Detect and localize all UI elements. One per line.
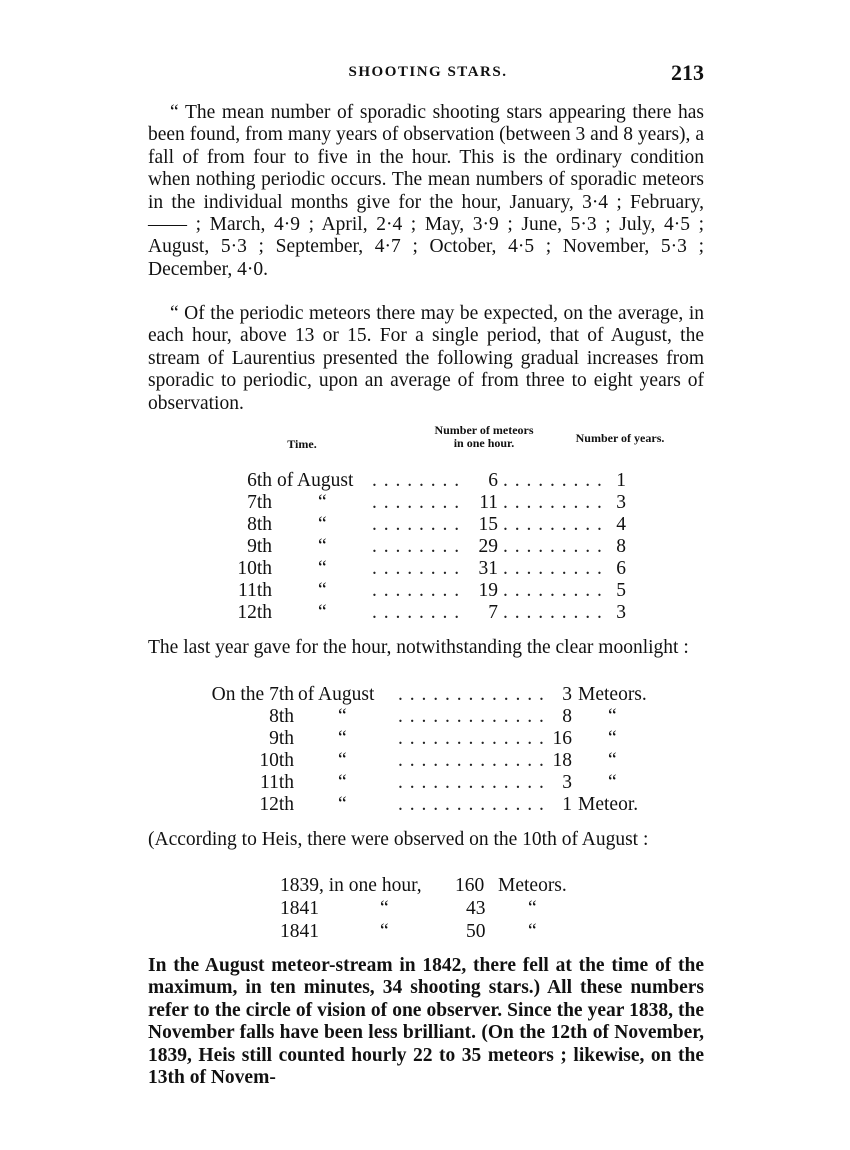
meteor-count: 160 [455,875,485,896]
unit-label: Meteor. [578,794,639,815]
table1-header-meteors: Number of meteors in one hour. [434,423,534,450]
years-count: 3 [616,492,626,513]
page-number: 213 [671,60,704,85]
table1-header-years: Number of years. [575,431,665,445]
years-count: 5 [616,580,626,601]
table2-row [0,728,850,750]
table1-row [0,602,850,624]
dot-leader: . . . . . . . . . [503,580,603,601]
ditto-mark: “ [608,772,617,793]
day-label: 10th [237,558,272,579]
dot-leader: . . . . . . . . . [503,492,603,513]
dot-leader: . . . . . . . . [372,602,461,623]
running-title: SHOOTING STARS. [348,64,508,80]
table2-row [0,750,850,772]
meteor-count: 18 [552,750,572,771]
years-count: 1 [616,470,626,491]
day-label: 6th [247,470,272,491]
paragraph-last-year: The last year gave for the hour, notwithstanding the clear moonlight : [148,637,689,658]
meteor-count: 16 [552,728,572,749]
year-label: 1841 [280,898,319,919]
meteor-count: 29 [478,536,498,557]
table1-row [0,470,850,492]
meteor-count: 3 [562,772,572,793]
dot-leader: . . . . . . . . . . . . . [398,706,545,727]
dot-leader: . . . . . . . . . . . . . [398,772,545,793]
day-label: 8th [247,514,272,535]
ditto-mark: “ [318,492,327,513]
dot-leader: . . . . . . . . [372,514,461,535]
ditto-mark: “ [338,750,347,771]
meteor-count: 50 [466,921,486,942]
day-label: 8th [269,706,294,727]
years-count: 8 [616,536,626,557]
dot-leader: . . . . . . . . [372,558,461,579]
dot-leader: . . . . . . . . . . . . . [398,794,545,815]
ditto-mark: “ [528,898,537,919]
meteor-count: 1 [562,794,572,815]
day-label: 9th [269,728,294,749]
meteor-count: 43 [466,898,486,919]
day-label: 11th [260,772,294,793]
month-label: of August [298,684,375,705]
table2-row [0,772,850,794]
dot-leader: . . . . . . . . . [503,536,603,557]
meteor-count: 7 [488,602,498,623]
ditto-mark: “ [318,580,327,601]
dot-leader: . . . . . . . . . [503,602,603,623]
table3-row [0,921,850,943]
meteor-count: 19 [478,580,498,601]
paragraph-sporadic: “ The mean number of sporadic shooting stars appearing there has been found, from many years of observation (between 3 and 8 years), a fall of from four to five in the hour. This is the ordinary condition when nothing periodic occurs. The mean numbers of sporadic meteors in the individual months give for the hour, January, 3·4 ; February, —— ; March, 4·9 ; April, 2·4 ; May, 3·9 ; June, 5·3 ; July, 4·5 ; August, 5·3 ; September, 4·7 ; October, 4·5 ; November, 5·3 ; December, 4·0. [148,102,704,280]
ditto-mark: “ [318,558,327,579]
table1-row [0,558,850,580]
table2-row [0,794,850,816]
meteor-count: 6 [488,470,498,491]
unit-label: Meteors. [578,684,647,705]
day-label: 11th [238,580,272,601]
meteor-count: 31 [478,558,498,579]
meteor-count: 15 [478,514,498,535]
years-count: 3 [616,602,626,623]
ditto-mark: “ [318,514,327,535]
day-label: 10th [259,750,294,771]
ditto-mark: “ [338,772,347,793]
day-label: 12th [237,602,272,623]
ditto-mark: “ [318,602,327,623]
year-label: 1841 [280,921,319,942]
table1-row [0,580,850,602]
table3-row [0,898,850,920]
ditto-mark: “ [528,921,537,942]
meteor-count: 11 [479,492,498,513]
ditto-mark: “ [608,706,617,727]
ditto-mark: “ [338,706,347,727]
meteor-count: 3 [562,684,572,705]
dot-leader: . . . . . . . . . . . . . [398,728,545,749]
table1-row [0,492,850,514]
day-label: On the 7th [211,684,294,705]
dot-leader: . . . . . . . . . [503,558,603,579]
dot-leader: . . . . . . . . . [503,470,603,491]
ditto-mark: “ [380,898,389,919]
years-count: 4 [616,514,626,535]
meteor-count: 8 [562,706,572,727]
dot-leader: . . . . . . . . [372,492,461,513]
table2-row [0,684,850,706]
unit-label: Meteors. [498,875,567,896]
dot-leader: . . . . . . . . [372,580,461,601]
year-label: 1839, in one hour, [280,875,422,896]
day-label: 7th [247,492,272,513]
table1-header-time: Time. [287,437,317,451]
ditto-mark: “ [608,728,617,749]
ditto-mark: “ [380,921,389,942]
ditto-mark: “ [608,750,617,771]
ditto-mark: “ [338,794,347,815]
table1-row [0,536,850,558]
day-label: 9th [247,536,272,557]
day-label: 12th [259,794,294,815]
years-count: 6 [616,558,626,579]
dot-leader: . . . . . . . . [372,470,461,491]
dot-leader: . . . . . . . . [372,536,461,557]
dot-leader: . . . . . . . . . . . . . [398,750,545,771]
paragraph-november: In the August meteor-stream in 1842, there fell at the time of the maximum, in ten minutes, 34 shooting stars.) All these numbers refer to the circle of vision of one observer. Since the year 1838, the November falls have been less brilliant. (On the 12th of November, 1839, Heis still counted hourly 22 to 35 meteors ; likewise, on the 13th of Novem- [148,955,704,1089]
dot-leader: . . . . . . . . . . . . . [398,684,545,705]
ditto-mark: “ [318,536,327,557]
dot-leader: . . . . . . . . . [503,514,603,535]
table1-row [0,514,850,536]
paragraph-periodic: “ Of the periodic meteors there may be expected, on the average, in each hour, above 13 or 15. For a single period, that of August, the stream of Laurentius presented the following gradual increases from sporadic to periodic, upon an average of from three to eight years of observation. [148,303,704,414]
ditto-mark: “ [338,728,347,749]
month-label: of August [277,470,354,491]
table2-row [0,706,850,728]
page-header [148,62,708,86]
table3-row [0,875,850,897]
paragraph-heis: (According to Heis, there were observed on the 10th of August : [148,829,649,850]
